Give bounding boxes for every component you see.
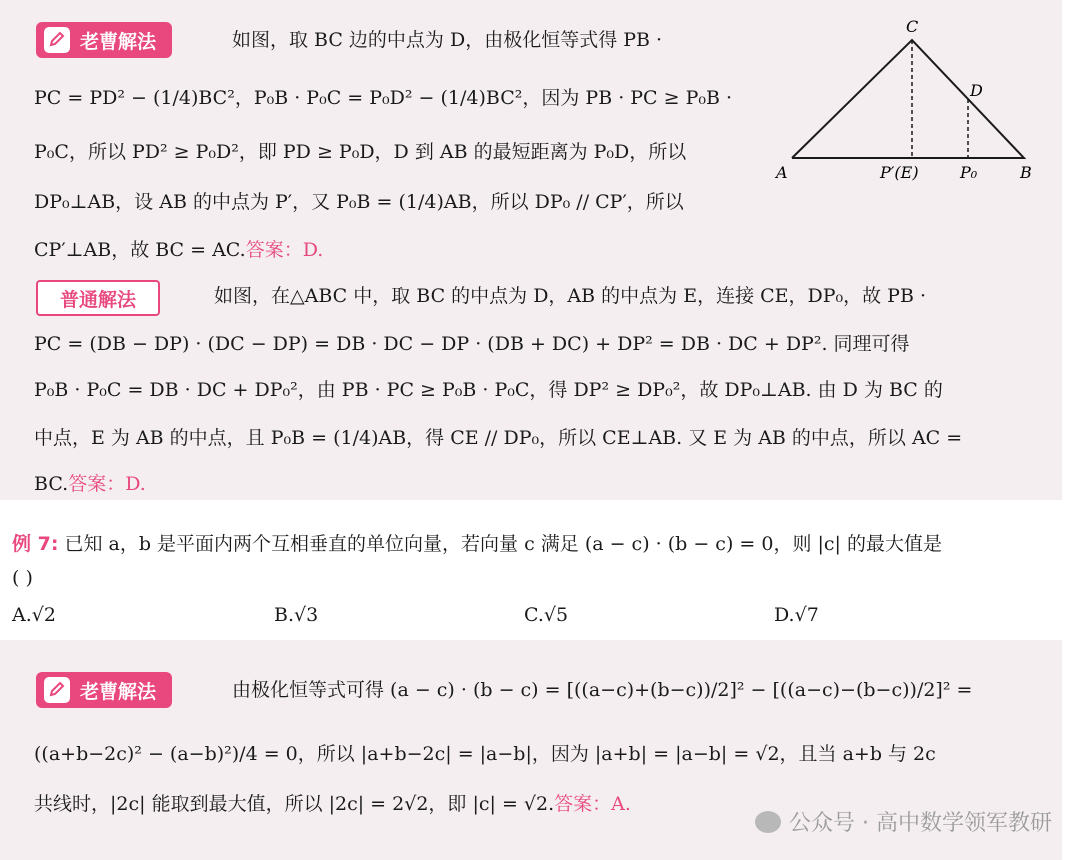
question-text: 已知 a，b 是平面内两个互相垂直的单位向量，若向量 c 满足 (a − c) · (b − c) = 0，则 |c| 的最大值是 (64, 533, 942, 555)
answer-text: 答案：D. (68, 473, 146, 495)
text-line: P₀C，所以 PD² ≥ P₀D²，即 PD ≥ P₀D，D 到 AB 的最短距离为 P₀D，所以 (34, 141, 687, 163)
answer-paren: ( ) (12, 567, 33, 589)
text-span: CP′⊥AB，故 BC = AC. (34, 239, 246, 261)
option-a: A.√2 (12, 604, 56, 626)
text-line: 如图，在△ABC 中，取 BC 的中点为 D，AB 的中点为 E，连接 CE，DP₀，故 PB · (214, 285, 927, 307)
point-label-d: D (970, 81, 983, 100)
text-line: 如图，取 BC 边的中点为 D，由极化恒等式得 PB · (232, 29, 663, 51)
text-line: PC = PD² − (1/4)BC²，P₀B · P₀C = P₀D² − (1/4)BC²，因为 PB · PC ≥ P₀B · (34, 87, 733, 109)
pencil-icon (44, 27, 70, 53)
example-question (12, 530, 942, 558)
option-b: B.√3 (274, 604, 319, 626)
lao-cao-badge (36, 672, 172, 708)
wechat-icon (755, 811, 781, 833)
point-label-pe: P′(E) (880, 163, 919, 182)
vertex-label-a: A (776, 163, 788, 182)
example-label: 例 7: (12, 533, 59, 555)
answer-text: 答案：D. (245, 239, 324, 261)
pu-tong-badge: 普通解法 (36, 280, 160, 316)
triangle-figure (770, 14, 1060, 194)
vertex-label-c: C (906, 17, 919, 36)
option-c: C.√5 (524, 604, 569, 626)
text-line: P₀B · P₀C = DB · DC + DP₀²，由 PB · PC ≥ P₀B · P₀C，得 DP² ≥ DP₀²，故 DP₀⊥AB. 由 D 为 BC 的 (34, 379, 943, 401)
text-line: DP₀⊥AB，设 AB 的中点为 P′，又 P₀B = (1/4)AB，所以 DP₀ // CP′，所以 (34, 191, 684, 213)
text-line: ((a+b−2c)² − (a−b)²)/4 = 0，所以 |a+b−2c| = |a−b|，因为 |a+b| = |a−b| = √2，且当 a+b 与 2c (34, 743, 936, 765)
option-d: D.√7 (774, 604, 819, 626)
text-line: 中点，E 为 AB 的中点，且 P₀B = (1/4)AB，得 CE // DP₀，所以 CE⊥AB. 又 E 为 AB 的中点，所以 AC = (34, 427, 963, 449)
text-line (34, 790, 631, 818)
point-label-p0: P₀ (960, 163, 978, 182)
lao-cao-badge (36, 22, 172, 58)
badge-label: 老曹解法 (80, 30, 157, 53)
text-span: 共线时，|2c| 能取到最大值，所以 |2c| = 2√2，即 |c| = √2. (34, 793, 555, 815)
text-line (34, 236, 323, 264)
badge-label: 老曹解法 (80, 680, 157, 703)
text-line (34, 470, 146, 498)
watermark (755, 806, 1052, 837)
text-span: BC. (34, 473, 69, 495)
answer-text: 答案：A. (554, 793, 631, 815)
text-line: 由极化恒等式可得 (a − c) · (b − c) = [((a−c)+(b−c))/2]² − [((a−c)−(b−c))/2]² = (232, 679, 973, 701)
watermark-text: 公众号 · 高中数学领军教研 (789, 811, 1052, 836)
pencil-icon (44, 677, 70, 703)
vertex-label-b: B (1020, 163, 1032, 182)
text-line: PC = (DB − DP) · (DC − DP) = DB · DC − DP · (DB + DC) + DP² = DB · DC + DP². 同理可得 (34, 333, 910, 355)
